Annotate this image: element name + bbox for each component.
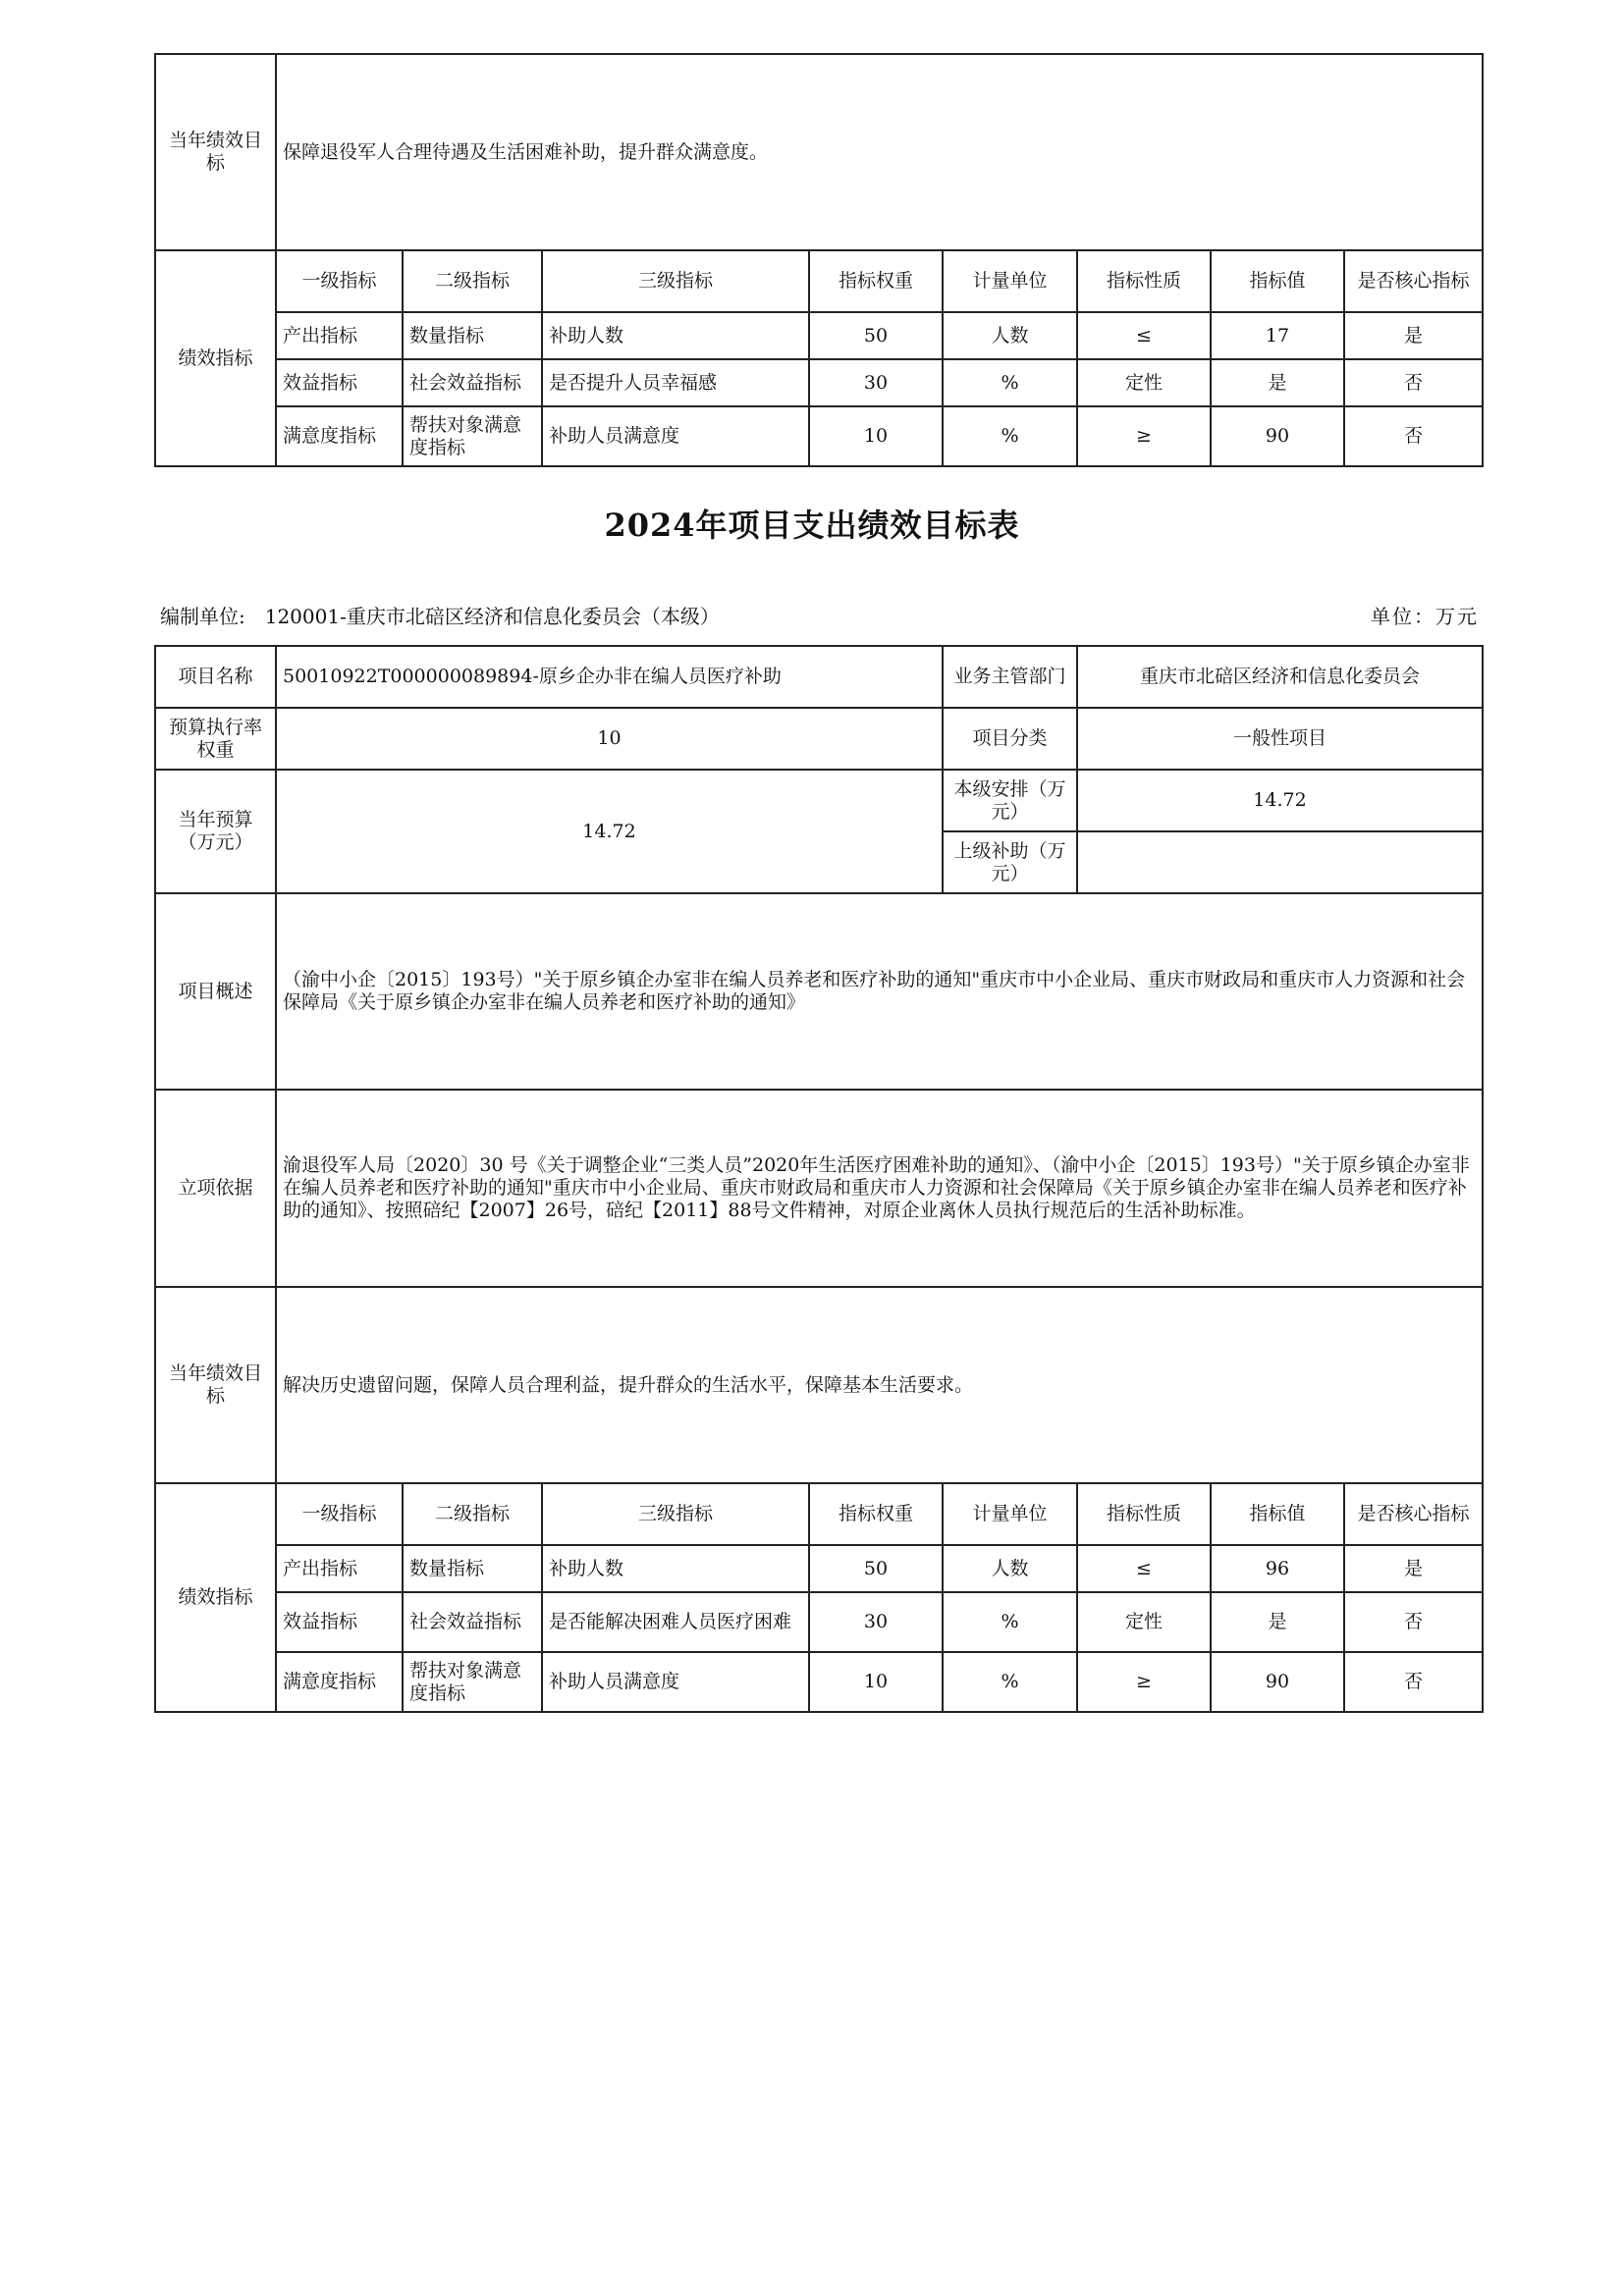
header-nature: 指标性质: [1077, 1483, 1211, 1545]
annual-budget-value: 14.72: [276, 770, 943, 893]
cell-nature: ≥: [1077, 406, 1211, 466]
cell-nature: ≤: [1077, 1545, 1211, 1592]
goal-label: 当年绩效目标: [155, 54, 276, 250]
budget-weight-value: 10: [276, 708, 943, 770]
cell-core: 否: [1344, 406, 1483, 466]
perf-table-1: [154, 53, 1484, 467]
cell-value: 90: [1211, 1652, 1344, 1712]
header-level1: 一级指标: [276, 250, 403, 312]
cell-nature: ≤: [1077, 312, 1211, 359]
header-unit: 计量单位: [943, 1483, 1077, 1545]
header-level3: 三级指标: [542, 250, 809, 312]
annual-budget-label: 当年预算（万元）: [155, 770, 276, 893]
header-weight: 指标权重: [809, 1483, 943, 1545]
cell-weight: 50: [809, 312, 943, 359]
cell-unit: %: [943, 1592, 1077, 1652]
table-row: [155, 1652, 1483, 1712]
cell-value: 17: [1211, 312, 1344, 359]
overview-text: （渝中小企〔2015〕193号）"关于原乡镇企办室非在编人员养老和医疗补助的通知"重庆市中小企业局、重庆市财政局和重庆市人力资源和社会保障局《关于原乡镇企办室非在编人员养老和医疗补助的通知》: [276, 893, 1483, 1090]
cell-nature: 定性: [1077, 1592, 1211, 1652]
perf-table-2: [154, 645, 1484, 1713]
header-value: 指标值: [1211, 1483, 1344, 1545]
cell-weight: 30: [809, 1592, 943, 1652]
local-budget-value: 14.72: [1077, 770, 1483, 831]
cell-unit: 人数: [943, 1545, 1077, 1592]
header-level2: 二级指标: [403, 250, 542, 312]
cell-unit: %: [943, 359, 1077, 406]
cell-level2: 数量指标: [403, 312, 542, 359]
table-row: [155, 406, 1483, 466]
compiling-unit: 编制单位: 120001-重庆市北碚区经济和信息化委员会（本级）: [160, 605, 720, 628]
cell-nature: 定性: [1077, 359, 1211, 406]
header-value: 指标值: [1211, 250, 1344, 312]
cell-level3: 补助人员满意度: [542, 406, 809, 466]
cell-level2: 帮扶对象满意度指标: [403, 1652, 542, 1712]
upper-subsidy-label: 上级补助（万元）: [943, 831, 1077, 893]
cell-level1: 满意度指标: [276, 1652, 403, 1712]
cell-level1: 产出指标: [276, 1545, 403, 1592]
cell-weight: 10: [809, 406, 943, 466]
cell-weight: 10: [809, 1652, 943, 1712]
header-level3: 三级指标: [542, 1483, 809, 1545]
cell-level1: 效益指标: [276, 1592, 403, 1652]
cell-unit: 人数: [943, 312, 1077, 359]
header-level2: 二级指标: [403, 1483, 542, 1545]
document-title: 2024年项目支出绩效目标表: [604, 507, 1020, 544]
project-name: 50010922T000000089894-原乡企办非在编人员医疗补助: [276, 646, 943, 708]
upper-subsidy-value: [1077, 831, 1483, 893]
category-label: 项目分类: [943, 708, 1077, 770]
overview-label: 项目概述: [155, 893, 276, 1090]
goal-label: 当年绩效目标: [155, 1287, 276, 1483]
cell-unit: %: [943, 406, 1077, 466]
cell-unit: %: [943, 1652, 1077, 1712]
cell-level3: 补助人数: [542, 312, 809, 359]
header-level1: 一级指标: [276, 1483, 403, 1545]
cell-weight: 50: [809, 1545, 943, 1592]
table-row: [155, 312, 1483, 359]
cell-value: 是: [1211, 359, 1344, 406]
cell-weight: 30: [809, 359, 943, 406]
perf-label: 绩效指标: [155, 1483, 276, 1712]
cell-level2: 社会效益指标: [403, 359, 542, 406]
cell-level3: 补助人数: [542, 1545, 809, 1592]
cell-level2: 帮扶对象满意度指标: [403, 406, 542, 466]
cell-value: 96: [1211, 1545, 1344, 1592]
cell-level3: 补助人员满意度: [542, 1652, 809, 1712]
dept-label: 业务主管部门: [943, 646, 1077, 708]
cell-core: 是: [1344, 1545, 1483, 1592]
header-weight: 指标权重: [809, 250, 943, 312]
perf-label: 绩效指标: [155, 250, 276, 466]
project-name-label: 项目名称: [155, 646, 276, 708]
table-row: [155, 359, 1483, 406]
cell-value: 90: [1211, 406, 1344, 466]
local-budget-label: 本级安排（万元）: [943, 770, 1077, 831]
cell-level2: 社会效益指标: [403, 1592, 542, 1652]
header-core: 是否核心指标: [1344, 1483, 1483, 1545]
cell-level2: 数量指标: [403, 1545, 542, 1592]
cell-nature: ≥: [1077, 1652, 1211, 1712]
cell-level3: 是否能解决困难人员医疗困难: [542, 1592, 809, 1652]
table-row: [155, 1545, 1483, 1592]
cell-level3: 是否提升人员幸福感: [542, 359, 809, 406]
cell-core: 是: [1344, 312, 1483, 359]
cell-value: 是: [1211, 1592, 1344, 1652]
dept-value: 重庆市北碚区经济和信息化委员会: [1077, 646, 1483, 708]
currency-unit: 单位：万元: [1371, 605, 1479, 628]
cell-level1: 效益指标: [276, 359, 403, 406]
cell-core: 否: [1344, 1592, 1483, 1652]
table-row: [155, 1592, 1483, 1652]
basis-text: 渝退役军人局〔2020〕30 号《关于调整企业“三类人员”2020年生活医疗困难补助的通知》、（渝中小企〔2015〕193号）"关于原乡镇企办室非在编人员养老和医疗补助的通知"重庆市中小企业局、重庆市财政局和重庆市人力资源和社会保障局《关于原乡镇企办室非在编人员养老和医疗补助的通知》、按照碚纪【2007】26号，碚纪【2011】88号文件精神，对原企业离休人员执行规范后的生活补助标准。: [276, 1090, 1483, 1287]
header-unit: 计量单位: [943, 250, 1077, 312]
budget-weight-label: 预算执行率权重: [155, 708, 276, 770]
cell-core: 否: [1344, 359, 1483, 406]
goal-text: 保障退役军人合理待遇及生活困难补助，提升群众满意度。: [276, 54, 1483, 250]
basis-label: 立项依据: [155, 1090, 276, 1287]
cell-level1: 满意度指标: [276, 406, 403, 466]
header-core: 是否核心指标: [1344, 250, 1483, 312]
category-value: 一般性项目: [1077, 708, 1483, 770]
goal-text: 解决历史遗留问题，保障人员合理利益，提升群众的生活水平，保障基本生活要求。: [276, 1287, 1483, 1483]
header-nature: 指标性质: [1077, 250, 1211, 312]
cell-core: 否: [1344, 1652, 1483, 1712]
cell-level1: 产出指标: [276, 312, 403, 359]
